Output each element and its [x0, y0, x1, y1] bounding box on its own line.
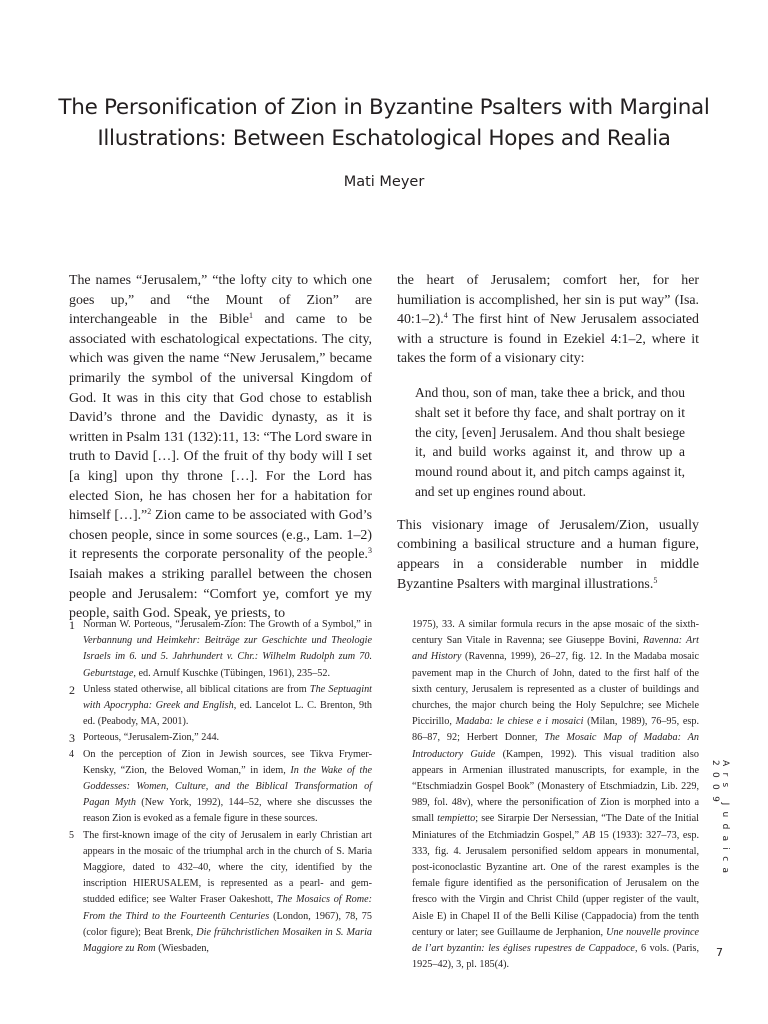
footnote-number: 4 — [69, 748, 74, 760]
footnote-number: 5 — [69, 829, 74, 841]
footnote-number: 1 — [69, 618, 75, 632]
footnote: 1 Norman W. Porteous, “Jerusalem-Zion: The Growth of a Symbol,” in Verbannung und Heimkehr: Beiträge zur Geschichte und Theologie Israels im 6. und 5. Jahrhundert v. Chr.: Wilhelm Rudolph zum 70. Geburtstage, ed. Arnulf Kuschke (Tübingen, 1961), 235–52. — [69, 618, 372, 679]
page-number: 7 — [716, 946, 723, 959]
footnote-ref[interactable]: 1 — [249, 311, 254, 321]
footnote-number: 3 — [69, 731, 75, 746]
footnote: 2 Unless stated otherwise, all biblical citations are from The Septuagint with Apocrypha: Greek and English, ed. Lancelot L. C. Brenton, 9th ed. (Peabody, MA, 2001). — [69, 682, 373, 728]
footnote-continuation: 1975), 33. A similar formula recurs in the apse mosaic of the sixth-century San Vitale in Ravenna; see Giuseppe Bovini, Ravenna: Art and History (Ravenna, 1999), 26–27, fig. 12. In the Madaba mosaic pavement map in the Church of John, dated to the first half of the sixth century, Jerusalem is represented as a cluster of buildings and churches, the major church being the Holy Sepulchre; see Michele Piccirillo, Madaba: le chiese e i mosaici (Milan, 1989), 76–95, esp. 86–87, 92; Herbert Donner, The Mosaic Map of Madaba: An Introductory Guide (Kampen, 1992). This visual tradition also appears in Armenian illustrated manuscripts, for example, in the “Etschmiadzin Gospel Book” (Monastery of Etschmiadzin, Lib. 229, 989, fol. 48v), where the personification of Zion is morphed into a small tempietto; see Sirarpie Der Nersessian, “The Date of the Initial Miniatures of the Etchmiadzin Gospel,” AB 15 (1933): 327–73, esp. 333, fig. 4. Jerusalem personified seldom appears in monumental, post-iconoclastic Byzantine art. One of the rarest examples is the female figure identified as the personification of Jerusalem on the fresco with the Virgin and Christ Child (upper register of the vault, Aisle E) in Chapel II of the Belli Kilise (Cappadocia) from the tenth century or later; see Guillaume de Jerphanion, Une nouvelle province de l’art byzantin: les églises rupestres de Cappadoce, 6 vols. (Paris, 1925–42), 3, pl. 185(4). — [412, 619, 700, 971]
block-quote: And thou, son of man, take thee a brick, and thou shalt set it before thy face, and shalt portray on it the city, [even] Jerusalem. And thou shalt besiege it, and build works against it, and throw up a mound round about it, and pitch camps against it, and set up engines round about. — [415, 384, 685, 499]
body-paragraph: The names “Jerusalem,” “the lofty city to which one goes up,” and “the Mount of Zion” are interchangeable in the Bible$^1$ and came to be associated with eschatological expectations. The city, which was given the name “New Jerusalem,” became primarily the symbol of the universal Kingdom of God. It was in this city that God chose to establish David’s throne and the Davidic dynasty, as it is written in Psalm 131 (132):11, 13: “The Lord sware in truth to David […]. Of the fruit of thy body will I set [a king] upon thy throne […]. For the Lord has elected Sion, he has chosen her for a habitation for himself […].”$^2$ Zion came to be associated with God’s chosen people, since in some sources (e.g., Lam. 1–2) it represents the corporate personality of the people.$^3$ Isaiah makes a striking parallel between the chosen people and Jerusalem: “Comfort ye, comfort ye my people, saith God. Speak, ye priests, to — [69, 273, 372, 622]
body-column-right — [397, 271, 699, 594]
footnote: 3 Porteous, “Jerusalem-Zion,” 244. — [69, 731, 220, 746]
journal-side-label: Ars Judaica 2009 — [710, 760, 730, 880]
footnotes-column-left — [69, 617, 372, 957]
footnote: 4 On the perception of Zion in Jewish sources, see Tikva Frymer-Kensky, “Zion, the Beloved Woman,” in idem, In the Wake of the Goddesses: Women, Culture, and the Biblical Transformation of Pagan Myth (New York, 1992), 144–52, where she discusses the reason Zion is evoked as a female figure in these sources. — [69, 748, 372, 825]
body-column-left — [69, 271, 372, 624]
body-paragraph: This visionary image of Jerusalem/Zion, usually combining a basilical structure and a human figure, appears in a considerable number in middle Byzantine Psalters with marginal illustrations.$^5$ — [397, 517, 699, 592]
footnote-ref[interactable]: 5 — [653, 575, 658, 585]
footnote-ref[interactable]: 2 — [147, 507, 152, 517]
article-title: The Personification of Zion in Byzantine Psalters with Marginal Illustrations: Between Eschatological Hopes and Realia — [58, 95, 710, 151]
footnote-number: 2 — [69, 682, 75, 697]
footnote: 5 The first-known image of the city of Jerusalem in early Christian art appears in the mosaic of the triumphal arch in the church of S. Maria Maggiore, dated to 432–40, where the city, identified by the inscription HIERUSALEM, is represented as a pearl- and gem-studded edifice; see Walter Fraser Oakeshott, The Mosaics of Rome: From the Third to the Fourteenth Centuries (London, 1967), 78, 75 (color figure); Beat Brenk, Die frühchristlichen Mosaiken in S. Maria Maggiore zu Rom (Wiesbaden, — [69, 829, 372, 955]
footnotes-column-right — [412, 617, 699, 973]
footnote-ref[interactable]: 4 — [443, 311, 448, 321]
footnote-ref[interactable]: 3 — [368, 546, 372, 556]
author-name: Mati Meyer — [343, 174, 425, 190]
body-paragraph: the heart of Jerusalem; comfort her, for her humiliation is accomplished, her sin is put way” (Isa. 40:1–2).$^4$ The first hint of New Jerusalem associated with a structure is found in Ezekiel 4:1–2, where it takes the form of a visionary city: — [397, 273, 699, 367]
